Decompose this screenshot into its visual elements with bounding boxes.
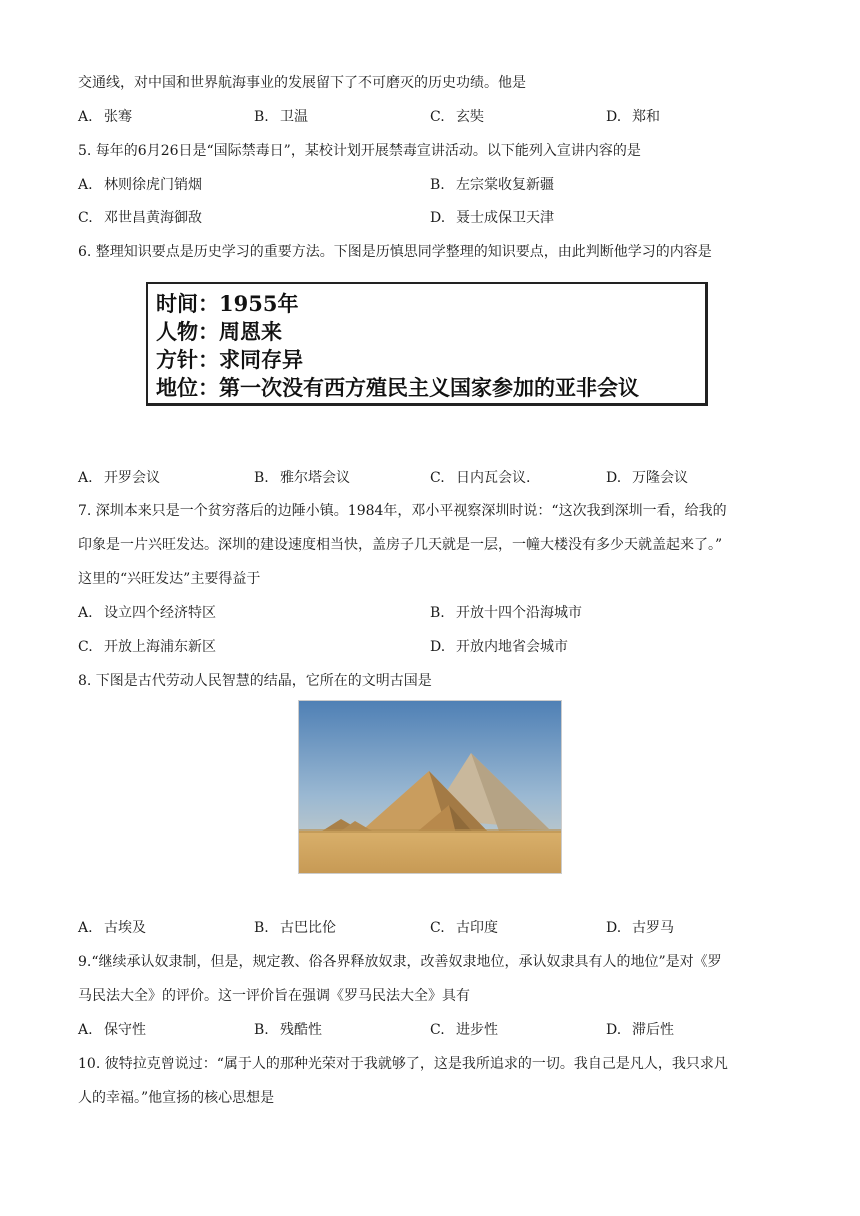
- q9-stem-line-2: 马民法大全》的评价。这一评价旨在强调《罗马民法大全》具有: [78, 988, 470, 1004]
- q8-option-b: B. 古巴比伦: [254, 920, 336, 936]
- notes-policy: 方针：求同存异: [156, 347, 303, 372]
- q7-stem-line-3: 这里的“兴旺发达”主要得益于: [78, 571, 261, 587]
- q9-option-a: A. 保守性: [78, 1022, 146, 1038]
- q9-option-d: D. 滞后性: [606, 1022, 674, 1038]
- q6-option-a: A. 开罗会议: [78, 470, 160, 486]
- q4-stem: 交通线，对中国和世界航海事业的发展留下了不可磨灭的历史功绩。他是: [78, 75, 526, 91]
- q7-option-a: A. 设立四个经济特区: [78, 605, 216, 621]
- q4-option-b: B. 卫温: [254, 109, 308, 125]
- q8-option-a: A. 古埃及: [78, 920, 146, 936]
- q7-option-d: D. 开放内地省会城市: [430, 639, 568, 655]
- q5-stem: 5. 每年的6月26日是“国际禁毒日”，某校计划开展禁毒宣讲活动。以下能列入宣讲内容的是: [78, 143, 641, 159]
- q5-option-d: D. 聂士成保卫天津: [430, 210, 554, 226]
- q7-option-c: C. 开放上海浦东新区: [78, 639, 216, 655]
- q6-option-d: D. 万隆会议: [606, 470, 688, 486]
- q9-stem-line-1: 9.“继续承认奴隶制，但是，规定教、俗各界释放奴隶，改善奴隶地位，承认奴隶具有人的地位”是对《罗: [78, 954, 722, 970]
- q6-option-c: C. 日内瓦会议.: [430, 470, 531, 486]
- q9-option-b: B. 残酷性: [254, 1022, 322, 1038]
- q9-option-c: C. 进步性: [430, 1022, 498, 1038]
- q6-stem: 6. 整理知识要点是历史学习的重要方法。下图是历慎思同学整理的知识要点，由此判断他学习的内容是: [78, 244, 712, 260]
- q4-option-d: D. 郑和: [606, 109, 660, 125]
- q7-stem-line-1: 7. 深圳本来只是一个贫穷落后的边陲小镇。1984年，邓小平视察深圳时说：“这次我到深圳一看，给我的: [78, 503, 727, 519]
- q5-option-c: C. 邓世昌黄海御敌: [78, 210, 202, 226]
- q4-option-a: A. 张骞: [78, 109, 132, 125]
- knowledge-notes-box: [146, 282, 708, 406]
- notes-status: 地位：第一次没有西方殖民主义国家参加的亚非会议: [156, 375, 639, 400]
- q8-option-c: C. 古印度: [430, 920, 498, 936]
- q4-option-c: C. 玄奘: [430, 109, 484, 125]
- pyramids-photo: [298, 700, 562, 874]
- q8-stem: 8. 下图是古代劳动人民智慧的结晶，它所在的文明古国是: [78, 673, 432, 689]
- notes-person: 人物：周恩来: [156, 319, 282, 344]
- q5-option-b: B. 左宗棠收复新疆: [430, 177, 554, 193]
- q7-stem-line-2: 印象是一片兴旺发达。深圳的建设速度相当快，盖房子几天就是一层，一幢大楼没有多少天就盖起来了。”: [78, 537, 723, 553]
- q10-stem-line-1: 10. 彼特拉克曾说过：“属于人的那种光荣对于我就够了，这是我所追求的一切。我自己是凡人，我只求凡: [78, 1056, 728, 1072]
- q10-stem-line-2: 人的幸福。”他宣扬的核心思想是: [78, 1090, 275, 1106]
- q5-option-a: A. 林则徐虎门销烟: [78, 177, 202, 193]
- q8-option-d: D. 古罗马: [606, 920, 674, 936]
- notes-time: 时间：1955年: [156, 291, 299, 316]
- q7-option-b: B. 开放十四个沿海城市: [430, 605, 582, 621]
- q6-option-b: B. 雅尔塔会议: [254, 470, 350, 486]
